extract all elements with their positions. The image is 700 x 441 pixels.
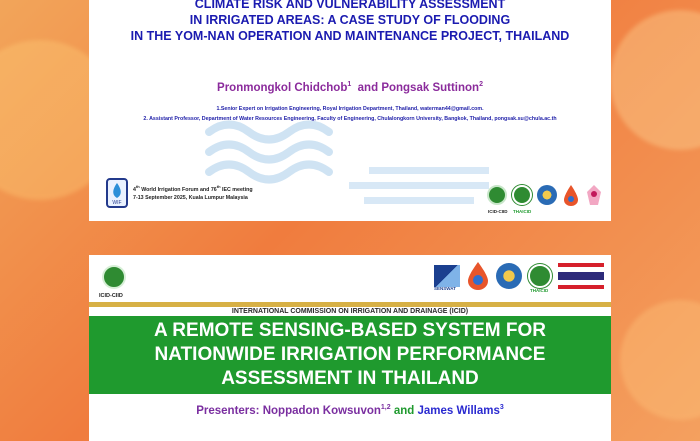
thaicid-caption: THAICID [513, 209, 532, 214]
presenter-sup: 3 [499, 404, 504, 411]
chula-logo [585, 184, 603, 206]
event-line-2: 7-13 September 2025, Kuala Lumpur Malaysia [133, 194, 248, 201]
royal-irrigation-logo [537, 185, 557, 205]
event-sup: th [216, 184, 221, 189]
background-glow [620, 300, 700, 420]
icid-caption: ICID-CIID [99, 293, 123, 299]
water-drop-logo [466, 261, 490, 291]
event-info [133, 183, 253, 202]
title-line: NATIONWIDE IRRIGATION PERFORMANCE [154, 344, 546, 365]
thaicid-caption: THAICID [530, 288, 549, 293]
slide1-title [89, 0, 611, 44]
senswat-caption: SENSWAT [434, 286, 456, 291]
author-name: Pongsak Suttinon [381, 81, 480, 94]
author-sup: 2 [479, 81, 483, 88]
event-text: World Irrigation Forum and 76 [139, 186, 217, 193]
thailand-flag [558, 263, 604, 289]
event-text: 4 [133, 186, 136, 193]
slide-climate-risk [89, 0, 611, 221]
event-line-1 [133, 183, 253, 194]
presenter-sup: 1,2 [380, 404, 391, 411]
title-line: IN IRRIGATED AREAS: A CASE STUDY OF FLOODING [189, 13, 511, 27]
event-sup: th [135, 184, 140, 189]
and-text: and [357, 81, 379, 94]
wif-logo-text: WIF [112, 200, 122, 206]
background-glow [610, 10, 700, 150]
slide-remote-sensing [89, 255, 611, 441]
icid-logo [487, 185, 507, 205]
commission-text: INTERNATIONAL COMMISSION ON IRRIGATION AND DRAINAGE (ICID) [228, 308, 472, 315]
title-line: A REMOTE SENSING-BASED SYSTEM FOR [154, 320, 546, 341]
royal-irrigation-logo [496, 263, 522, 289]
authors-line [89, 81, 611, 94]
presenters-label: Presenters: [196, 404, 260, 417]
icid-caption: ICID-CIID [488, 209, 508, 214]
title-line: IN THE YOM-NAN OPERATION AND MAINTENANCE PROJECT, THAILAND [130, 29, 570, 43]
water-drop-logo [562, 184, 580, 206]
icid-logo [102, 265, 126, 289]
senswat-logo [434, 265, 460, 287]
event-text: IEC meeting [220, 186, 253, 193]
partner-logos-row [434, 261, 604, 291]
thaicid-logo [512, 185, 532, 205]
water-wave-watermark [199, 112, 499, 221]
partner-logos-row [487, 184, 603, 206]
author-sup: 1 [347, 81, 352, 88]
thaicid-logo [528, 264, 552, 288]
presenters-line [89, 404, 611, 417]
affiliation-2: 2. Assistant Professor, Department of Water Resources Engineering, Faculty of Engineering, Chulalongkorn University, Bangkok, Thailand, pongsak.su@chula.ac.th [143, 116, 557, 122]
title-banner [89, 316, 611, 394]
presenter-name: James Willams [417, 404, 500, 417]
title-line: CLIMATE RISK AND VULNERABILITY ASSESSMENT [194, 0, 506, 11]
presenter-name: Noppadon Kowsuvon [262, 404, 381, 417]
title-line: ASSESSMENT IN THAILAND [221, 368, 479, 389]
world-irrigation-forum-logo [106, 178, 128, 208]
and-text: and [393, 404, 415, 417]
author-name: Pronmongkol Chidchob [217, 81, 348, 94]
affiliation-1: 1.Senior Expert on Irrigation Engineering, Royal Irrigation Department, Thailand, waterman44@gmail.com. [216, 106, 484, 112]
